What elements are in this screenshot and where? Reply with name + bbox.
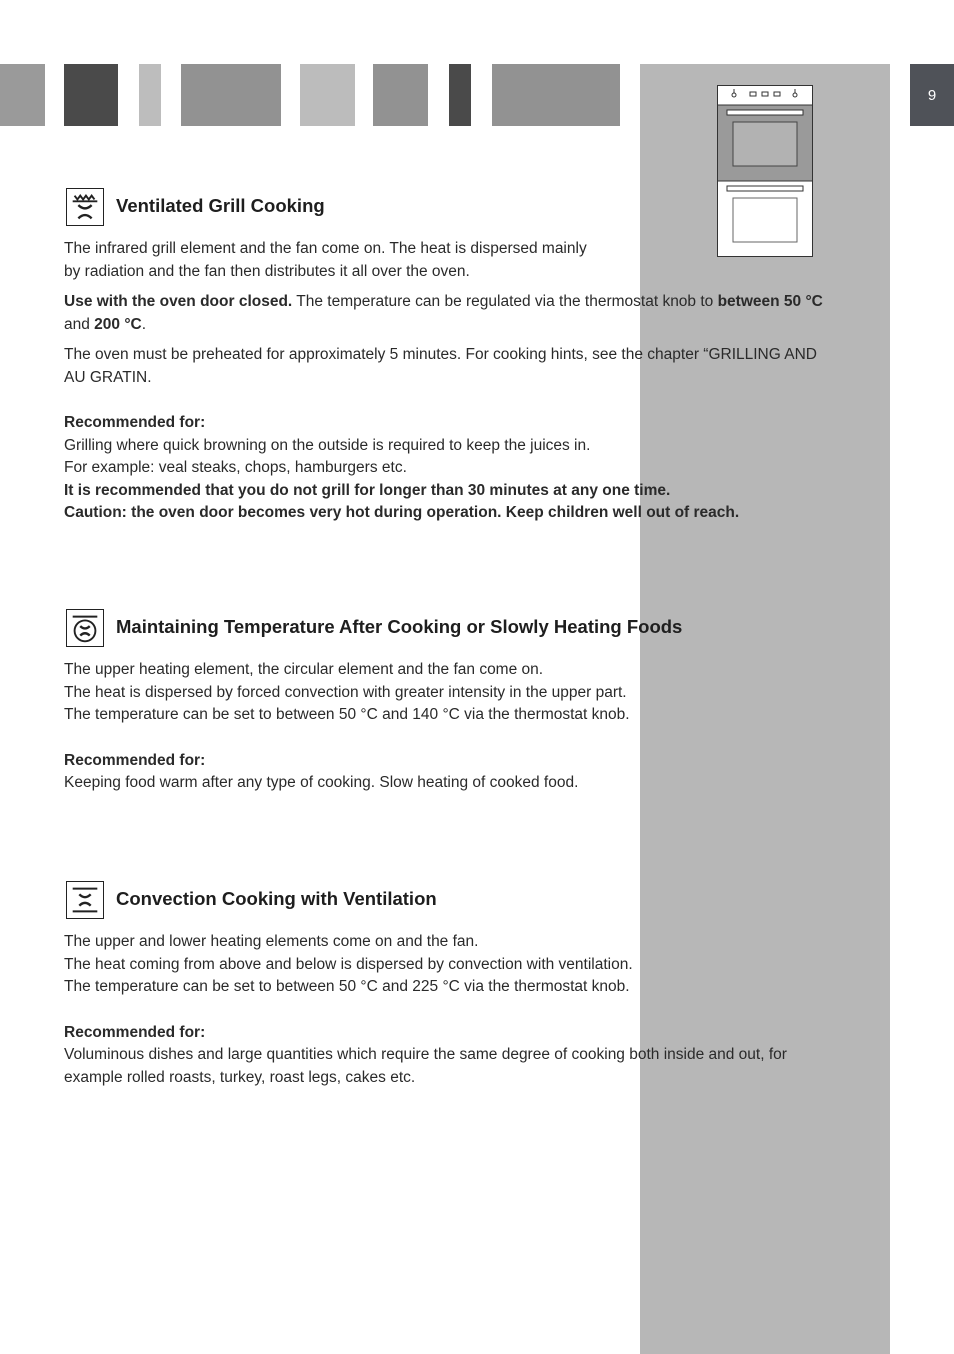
ventilated-grill-icon bbox=[66, 188, 104, 226]
maintaining-temperature-icon bbox=[66, 609, 104, 647]
double-oven-illustration bbox=[717, 85, 813, 257]
paragraph: Grilling where quick browning on the outside is required to keep the juices in. bbox=[64, 436, 591, 454]
paragraph: For example: veal steaks, chops, hamburgers etc. bbox=[64, 459, 407, 476]
paragraph: The infrared grill element and the fan come on. The heat is dispersed mainly by radiation and the fan then distributes it all over the oven. bbox=[64, 240, 587, 280]
recommended-label: Recommended for: bbox=[64, 751, 206, 769]
header-block-7 bbox=[449, 64, 471, 126]
section-body-maintaining-temperature bbox=[64, 659, 834, 795]
paragraph: Use with the oven door closed. The temperature can be regulated via the thermostat knob to between 50 °C and 200 °C. bbox=[64, 293, 823, 333]
caution-text: Caution: the oven door becomes very hot during operation. Keep children well out of reach. bbox=[64, 504, 740, 521]
paragraph: The temperature can be set to between 50 °C and 140 °C via the thermostat knob. bbox=[64, 706, 630, 723]
section-title-maintaining-temperature: Maintaining Temperature After Cooking or Slowly Heating Foods bbox=[116, 616, 683, 637]
header-block-3 bbox=[139, 64, 161, 126]
section-body-ventilated-grill bbox=[64, 238, 834, 525]
paragraph: Voluminous dishes and large quantities which require the same degree of cooking both inside and out, for example rolled roasts, turkey, roast legs, cakes etc. bbox=[64, 1046, 787, 1086]
header-block-6 bbox=[373, 64, 428, 126]
recommended-label: Recommended for: bbox=[64, 414, 206, 431]
convection-ventilation-icon bbox=[66, 881, 104, 919]
recommended-label: Recommended for: bbox=[64, 1023, 206, 1041]
paragraph: Keeping food warm after any type of cooking. Slow heating of cooked food. bbox=[64, 774, 579, 791]
page-number: 9 bbox=[910, 64, 954, 126]
header-block-4 bbox=[181, 64, 281, 126]
header-block-5 bbox=[300, 64, 355, 126]
header-block-2 bbox=[64, 64, 118, 126]
paragraph: The oven must be preheated for approximately 5 minutes. For cooking hints, see the chapter “GRILLING AND AU GRATIN. bbox=[64, 346, 817, 386]
paragraph: The temperature can be set to between 50 °C and 225 °C via the thermostat knob. bbox=[64, 978, 630, 995]
warning-text: It is recommended that you do not grill for longer than 30 minutes at any one time. bbox=[64, 481, 671, 499]
paragraph: The heat is dispersed by forced convection with greater intensity in the upper part. bbox=[64, 683, 627, 701]
paragraph: The upper and lower heating elements come on and the fan. bbox=[64, 933, 479, 950]
header-block-1 bbox=[0, 64, 45, 126]
header-block-8 bbox=[492, 64, 620, 126]
paragraph: The upper heating element, the circular element and the fan come on. bbox=[64, 661, 544, 678]
section-title-ventilated-grill: Ventilated Grill Cooking bbox=[116, 195, 325, 216]
section-title-convection-ventilation: Convection Cooking with Ventilation bbox=[116, 888, 437, 909]
section-body-convection-ventilation bbox=[64, 931, 834, 1089]
paragraph: The heat coming from above and below is dispersed by convection with ventilation. bbox=[64, 955, 633, 973]
